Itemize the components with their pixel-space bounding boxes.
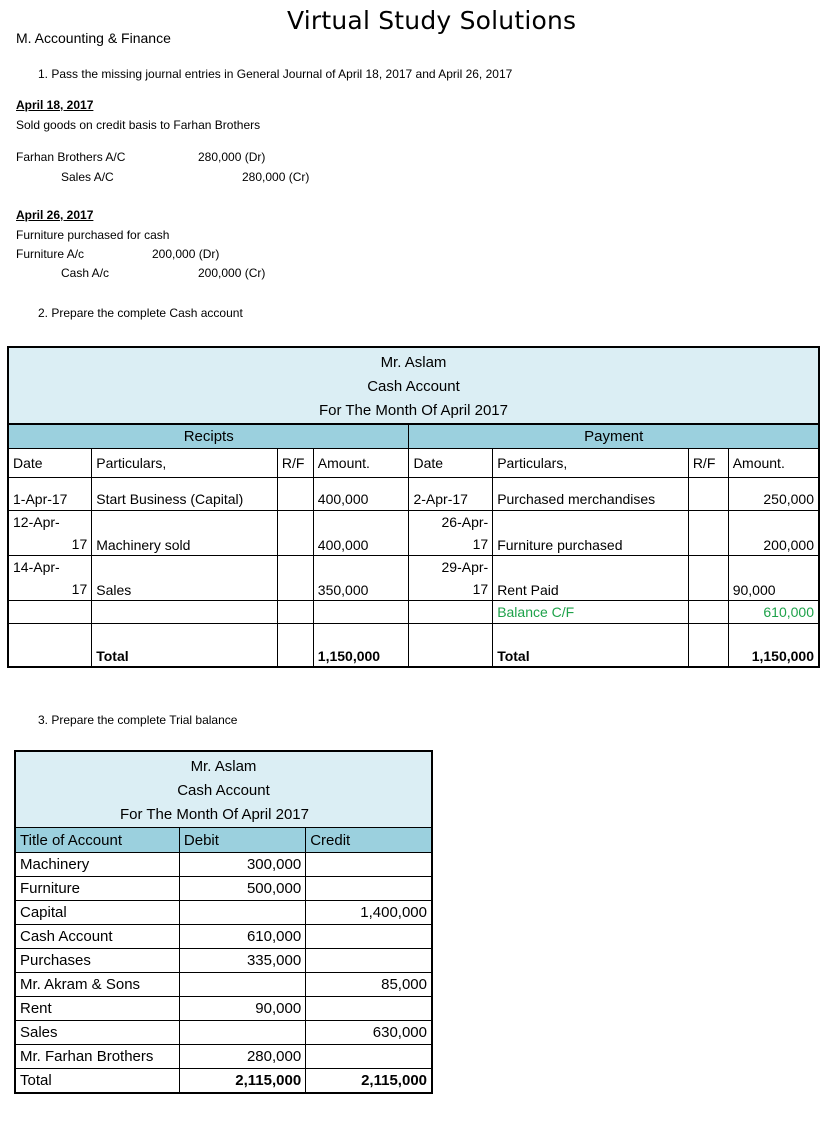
journal-2-cr-amount: 200,000 (Cr) — [198, 266, 266, 280]
tb-credit — [306, 925, 432, 949]
row-amount: 200,000 — [728, 511, 819, 556]
row-date-line2: 17 — [71, 581, 88, 597]
question-3: 3. Prepare the complete Trial balance — [38, 713, 238, 727]
tb-debit: 280,000 — [179, 1045, 305, 1069]
journal-2-cr-account: Cash A/c — [61, 266, 110, 280]
col-particulars-right: Particulars, — [493, 449, 689, 478]
tb-credit: 85,000 — [306, 973, 432, 997]
tb-credit: 1,400,000 — [306, 901, 432, 925]
brand-title: Virtual Study Solutions — [287, 6, 577, 35]
journal-2-date: April 26, 2017 — [16, 208, 94, 222]
row-amount: 250,000 — [728, 488, 819, 511]
tb-credit — [306, 877, 432, 901]
tb-credit — [306, 1045, 432, 1069]
journal-1-dr-account: Farhan Brothers A/C — [16, 150, 126, 164]
balance-cf-label: Balance C/F — [493, 601, 689, 624]
question-2: 2. Prepare the complete Cash account — [38, 306, 243, 320]
cash-account-table — [7, 346, 820, 668]
col-date-left: Date — [8, 449, 92, 478]
table-row — [15, 973, 432, 997]
tb-total-label: Total — [15, 1069, 179, 1094]
tb-debit: 500,000 — [179, 877, 305, 901]
table-row — [8, 624, 819, 668]
trial-balance-table — [14, 750, 433, 1094]
tb-credit — [306, 853, 432, 877]
row-amount: 350,000 — [313, 556, 409, 601]
journal-1-date: April 18, 2017 — [16, 98, 94, 112]
question-1: 1. Pass the missing journal entries in General Journal of April 18, 2017 and April 26, 2017 — [38, 67, 513, 81]
tb-total-debit: 2,115,000 — [179, 1069, 305, 1094]
tb-account: Sales — [15, 1021, 179, 1045]
total-label-right: Total — [493, 624, 689, 668]
tb-title-account: Cash Account — [15, 779, 432, 803]
col-particulars-left: Particulars, — [92, 449, 278, 478]
table-row — [8, 511, 819, 556]
tb-total-row — [15, 1069, 432, 1094]
col-amount-left: Amount. — [313, 449, 409, 478]
row-particulars: Furniture purchased — [493, 511, 689, 556]
row-date: 1-Apr-17 — [8, 488, 92, 511]
journal-2-dr-account: Furniture A/c — [16, 247, 85, 261]
tb-debit — [179, 973, 305, 997]
tb-credit: 630,000 — [306, 1021, 432, 1045]
col-amount-right: Amount. — [728, 449, 819, 478]
row-date: 2-Apr-17 — [409, 488, 493, 511]
tb-title-name: Mr. Aslam — [15, 751, 432, 779]
tb-debit — [179, 901, 305, 925]
row-date-line2: 17 — [71, 536, 88, 552]
table-row — [8, 488, 819, 511]
table-row — [15, 901, 432, 925]
row-particulars: Purchased merchandises — [493, 488, 689, 511]
cash-title-name: Mr. Aslam — [8, 347, 819, 375]
subject-heading: M. Accounting & Finance — [16, 30, 171, 46]
journal-1-cr-account: Sales A/C — [61, 170, 114, 184]
row-date-line2: 17 — [472, 536, 489, 552]
tb-account: Furniture — [15, 877, 179, 901]
tb-debit: 300,000 — [179, 853, 305, 877]
journal-2-dr-amount: 200,000 (Dr) — [152, 247, 220, 261]
table-row — [15, 949, 432, 973]
tb-debit: 610,000 — [179, 925, 305, 949]
tb-col-title: Title of Account — [15, 828, 179, 853]
row-particulars: Rent Paid — [493, 556, 689, 601]
table-row — [15, 997, 432, 1021]
receipts-header: Recipts — [8, 424, 409, 449]
tb-account: Capital — [15, 901, 179, 925]
tb-account: Mr. Akram & Sons — [15, 973, 179, 997]
row-particulars: Sales — [92, 556, 278, 601]
journal-1-desc: Sold goods on credit basis to Farhan Brothers — [16, 118, 261, 132]
total-amount-left: 1,150,000 — [313, 624, 409, 668]
tb-col-credit: Credit — [306, 828, 432, 853]
tb-account: Rent — [15, 997, 179, 1021]
row-date-line1: 12-Apr- — [13, 514, 60, 530]
row-date-line1: 26-Apr- — [441, 514, 489, 530]
row-date-line1: 29-Apr- — [441, 559, 489, 575]
tb-col-debit: Debit — [179, 828, 305, 853]
payment-header: Payment — [409, 424, 819, 449]
cash-title-period: For The Month Of April 2017 — [8, 399, 819, 424]
tb-credit — [306, 949, 432, 973]
journal-1-cr-amount: 280,000 (Cr) — [242, 170, 310, 184]
col-date-right: Date — [409, 449, 493, 478]
table-row — [8, 601, 819, 624]
table-row — [8, 478, 819, 489]
tb-account: Machinery — [15, 853, 179, 877]
journal-2-desc: Furniture purchased for cash — [16, 228, 170, 242]
row-amount: 400,000 — [313, 488, 409, 511]
tb-credit — [306, 997, 432, 1021]
cash-title-account: Cash Account — [8, 375, 819, 399]
tb-debit: 90,000 — [179, 997, 305, 1021]
tb-title-period: For The Month Of April 2017 — [15, 803, 432, 828]
table-row — [15, 877, 432, 901]
row-amount: 90,000 — [728, 556, 819, 601]
tb-account: Cash Account — [15, 925, 179, 949]
balance-cf-amount: 610,000 — [728, 601, 819, 624]
tb-account: Purchases — [15, 949, 179, 973]
row-amount: 400,000 — [313, 511, 409, 556]
tb-account: Mr. Farhan Brothers — [15, 1045, 179, 1069]
col-rf-right: R/F — [688, 449, 728, 478]
table-row — [8, 556, 819, 601]
table-row — [15, 1021, 432, 1045]
row-date-line1: 14-Apr- — [13, 559, 60, 575]
journal-1-dr-amount: 280,000 (Dr) — [198, 150, 266, 164]
row-particulars: Machinery sold — [92, 511, 278, 556]
table-row — [15, 1045, 432, 1069]
table-row — [15, 925, 432, 949]
tb-total-credit: 2,115,000 — [306, 1069, 432, 1094]
tb-debit — [179, 1021, 305, 1045]
row-date-line2: 17 — [472, 581, 489, 597]
tb-debit: 335,000 — [179, 949, 305, 973]
row-particulars: Start Business (Capital) — [92, 488, 278, 511]
table-row — [15, 853, 432, 877]
total-amount-right: 1,150,000 — [728, 624, 819, 668]
total-label-left: Total — [92, 624, 278, 668]
col-rf-left: R/F — [277, 449, 313, 478]
